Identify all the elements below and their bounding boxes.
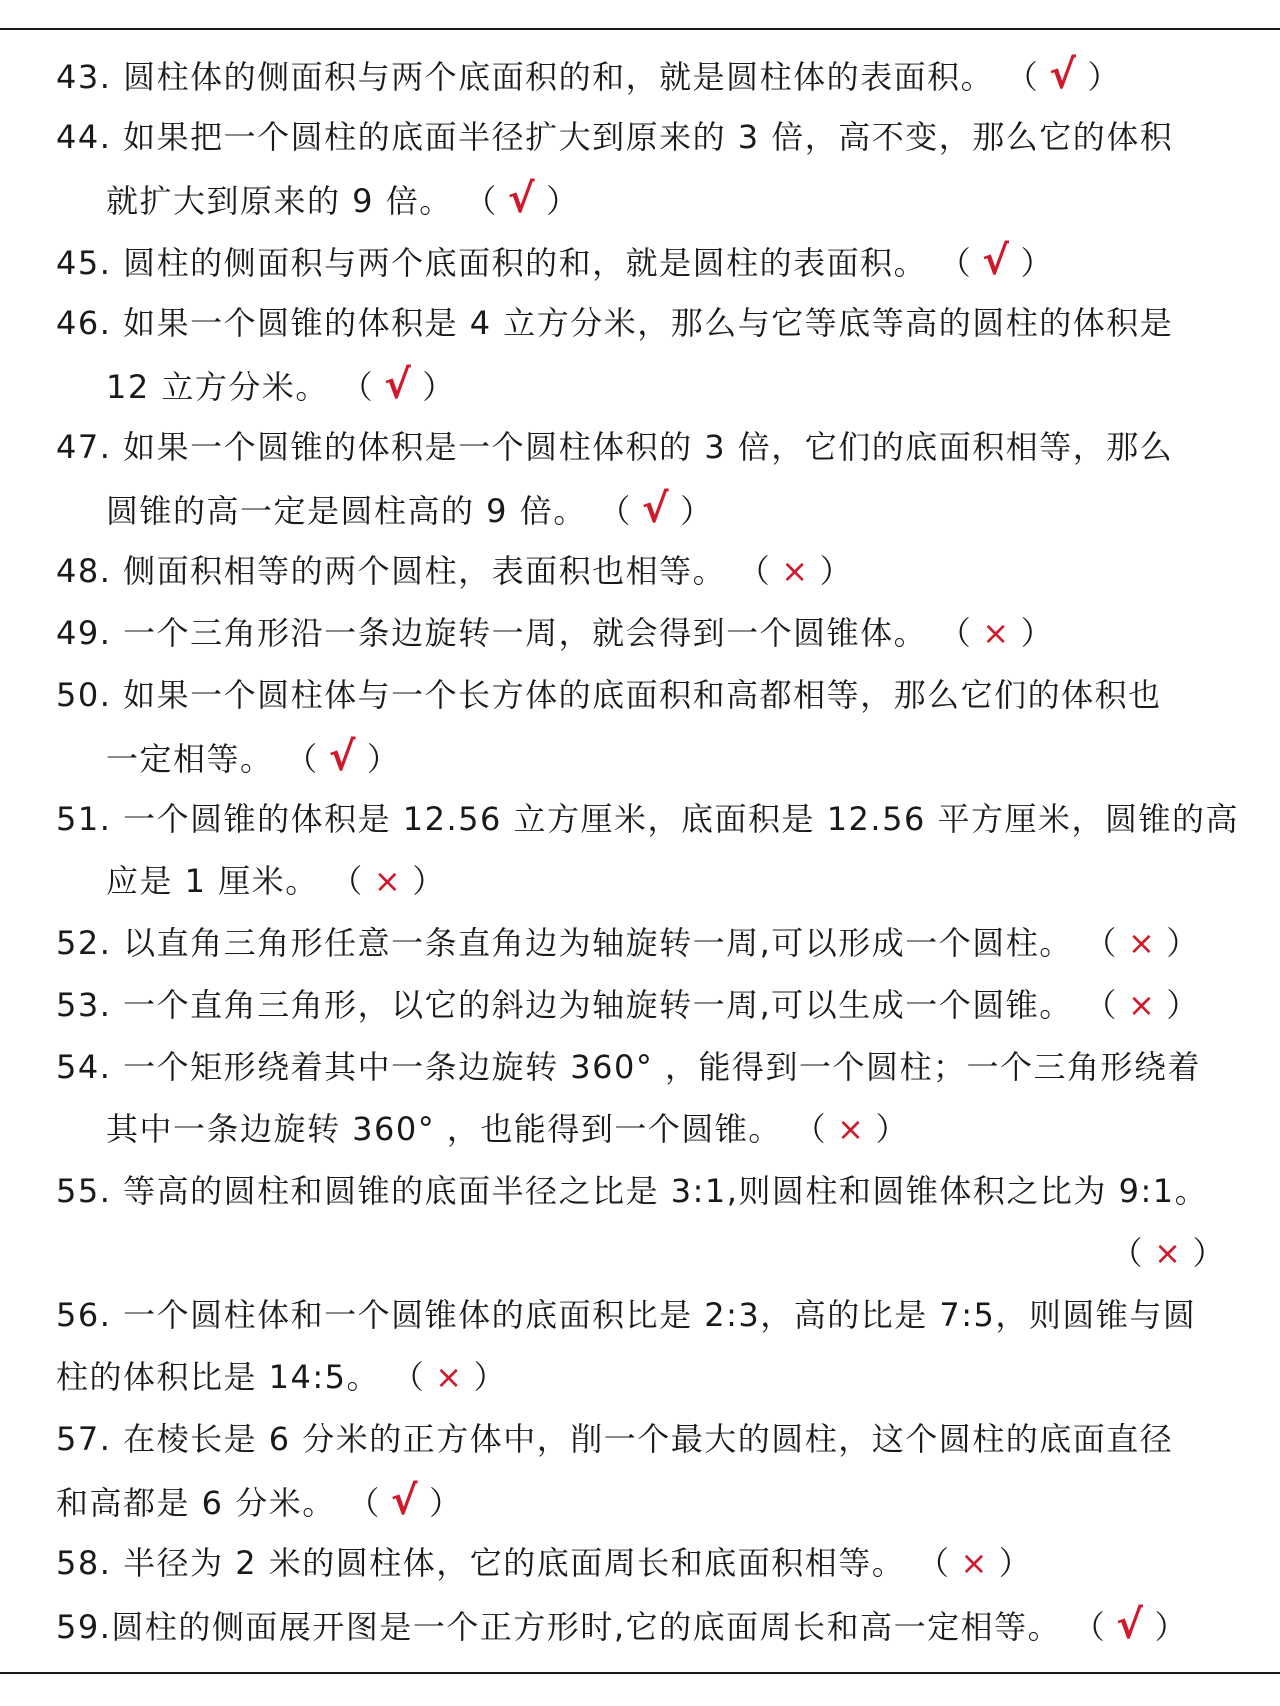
cross-mark-icon: × bbox=[982, 614, 1011, 652]
answer-paren: （ √ ） bbox=[341, 354, 456, 418]
check-mark-icon: √ bbox=[982, 238, 1011, 284]
check-mark-icon: √ bbox=[384, 362, 413, 408]
question-45 bbox=[56, 230, 1226, 292]
question-text: 44. 如果把一个圆柱的底面半径扩大到原来的 3 倍，高不变，那么它的体积 bbox=[56, 118, 1174, 156]
answer-paren: （ × ） bbox=[794, 1098, 909, 1160]
question-text: 59.圆柱的侧面展开图是一个正方形时,它的底面周长和高一定相等。 bbox=[56, 1608, 1062, 1646]
cross-mark-icon: × bbox=[781, 552, 810, 590]
question-text: 48. 侧面积相等的两个圆柱，表面积也相等。 bbox=[56, 552, 727, 590]
question-text: 54. 一个矩形绕着其中一条边旋转 360° ，能得到一个圆柱；一个三角形绕着 bbox=[56, 1048, 1201, 1086]
question-text: 43. 圆柱体的侧面积与两个底面积的和，就是圆柱体的表面积。 bbox=[56, 58, 995, 96]
answer-paren: （ √ ） bbox=[347, 1470, 462, 1534]
question-51 bbox=[56, 788, 1239, 850]
question-text: 47. 如果一个圆锥的体积是一个圆柱体积的 3 倍，它们的底面积相等，那么 bbox=[56, 428, 1174, 466]
question-text: 51. 一个圆锥的体积是 12.56 立方厘米，底面积是 12.56 平方厘米，圆锥的高 bbox=[56, 800, 1239, 838]
question-43 bbox=[56, 44, 1226, 106]
answer-paren: （ × ） bbox=[330, 850, 445, 912]
answer-paren: （ √ ） bbox=[939, 230, 1054, 294]
top-rule bbox=[0, 28, 1280, 30]
question-54 bbox=[56, 1036, 1226, 1098]
check-mark-icon: √ bbox=[328, 734, 357, 780]
question-text: 45. 圆柱的侧面积与两个底面积的和，就是圆柱的表面积。 bbox=[56, 244, 928, 282]
cross-mark-icon: × bbox=[1154, 1234, 1183, 1272]
cross-mark-icon: × bbox=[373, 862, 403, 900]
question-text: 一定相等。 bbox=[106, 740, 274, 778]
bottom-rule bbox=[0, 1672, 1280, 1674]
question-list bbox=[56, 44, 1239, 1656]
question-52 bbox=[56, 912, 1226, 974]
question-57 bbox=[56, 1408, 1226, 1470]
answer-paren: （ × ） bbox=[392, 1346, 507, 1408]
question-text: 和高都是 6 分米。 bbox=[56, 1484, 336, 1522]
question-50 bbox=[56, 664, 1226, 726]
answer-paren: （ × ） bbox=[738, 540, 853, 602]
answer-paren: （ × ） bbox=[1084, 912, 1199, 974]
cross-mark-icon: × bbox=[1127, 986, 1157, 1024]
check-mark-icon: √ bbox=[1049, 52, 1078, 98]
question-57-continued bbox=[56, 1470, 1226, 1532]
check-mark-icon: √ bbox=[641, 486, 671, 532]
cross-mark-icon: × bbox=[837, 1110, 866, 1148]
question-46 bbox=[56, 292, 1226, 354]
question-47 bbox=[56, 416, 1226, 478]
cross-mark-icon: × bbox=[435, 1358, 464, 1396]
answer-paren: （ × ） bbox=[917, 1532, 1032, 1594]
answer-paren: （ × ） bbox=[1111, 1222, 1226, 1284]
question-47-continued bbox=[56, 478, 1226, 540]
question-44 bbox=[56, 106, 1226, 168]
question-text: 56. 一个圆柱体和一个圆锥体的底面积比是 2:3，高的比是 7:5，则圆锥与圆 bbox=[56, 1296, 1197, 1334]
question-58 bbox=[56, 1532, 1226, 1594]
question-text: 53. 一个直角三角形，以它的斜边为轴旋转一周,可以生成一个圆锥。 bbox=[56, 986, 1073, 1024]
question-51-continued bbox=[56, 850, 1226, 912]
question-text: 57. 在棱长是 6 分米的正方体中，削一个最大的圆柱，这个圆柱的底面直径 bbox=[56, 1420, 1174, 1458]
question-44-continued bbox=[56, 168, 1226, 230]
cross-mark-icon: × bbox=[960, 1544, 989, 1582]
question-46-continued bbox=[56, 354, 1226, 416]
question-text: 50. 如果一个圆柱体与一个长方体的底面积和高都相等，那么它们的体积也 bbox=[56, 676, 1162, 714]
question-56-continued bbox=[56, 1346, 1226, 1408]
answer-paren: （ × ） bbox=[1084, 974, 1199, 1036]
answer-paren: （ √ ） bbox=[285, 726, 400, 790]
question-text: 55. 等高的圆柱和圆锥的底面半径之比是 3:1,则圆柱和圆锥体积之比为 9:1。 bbox=[56, 1172, 1209, 1210]
check-mark-icon: √ bbox=[507, 176, 537, 222]
question-53 bbox=[56, 974, 1226, 1036]
question-text: 柱的体积比是 14:5。 bbox=[56, 1358, 381, 1396]
question-text: 12 立方分米。 bbox=[106, 368, 329, 406]
question-50-continued bbox=[56, 726, 1226, 788]
question-text: 49. 一个三角形沿一条边旋转一周，就会得到一个圆锥体。 bbox=[56, 614, 928, 652]
question-text: 应是 1 厘米。 bbox=[106, 862, 319, 900]
question-59 bbox=[56, 1594, 1226, 1656]
question-56 bbox=[56, 1284, 1226, 1346]
question-text: 其中一条边旋转 360° ，也能得到一个圆锥。 bbox=[106, 1110, 782, 1148]
question-text: 就扩大到原来的 9 倍。 bbox=[106, 182, 453, 220]
question-55-answer bbox=[56, 1222, 1226, 1284]
question-text: 46. 如果一个圆锥的体积是 4 立方分米，那么与它等底等高的圆柱的体积是 bbox=[56, 304, 1174, 342]
answer-paren: （ √ ） bbox=[1006, 44, 1121, 108]
question-54-continued bbox=[56, 1098, 1226, 1160]
question-48 bbox=[56, 540, 1226, 602]
question-text: 圆锥的高一定是圆柱高的 9 倍。 bbox=[106, 492, 587, 530]
question-text: 58. 半径为 2 米的圆柱体，它的底面周长和底面积相等。 bbox=[56, 1544, 906, 1582]
cross-mark-icon: × bbox=[1127, 924, 1157, 962]
answer-paren: （ √ ） bbox=[464, 168, 579, 232]
check-mark-icon: √ bbox=[1116, 1602, 1145, 1648]
check-mark-icon: √ bbox=[390, 1478, 420, 1524]
answer-paren: （ √ ） bbox=[598, 478, 713, 542]
question-49 bbox=[56, 602, 1226, 664]
question-text: 52. 以直角三角形任意一条直角边为轴旋转一周,可以形成一个圆柱。 bbox=[56, 924, 1073, 962]
answer-paren: （ √ ） bbox=[1073, 1594, 1188, 1658]
answer-paren: （ × ） bbox=[939, 602, 1054, 664]
question-55 bbox=[56, 1160, 1226, 1222]
